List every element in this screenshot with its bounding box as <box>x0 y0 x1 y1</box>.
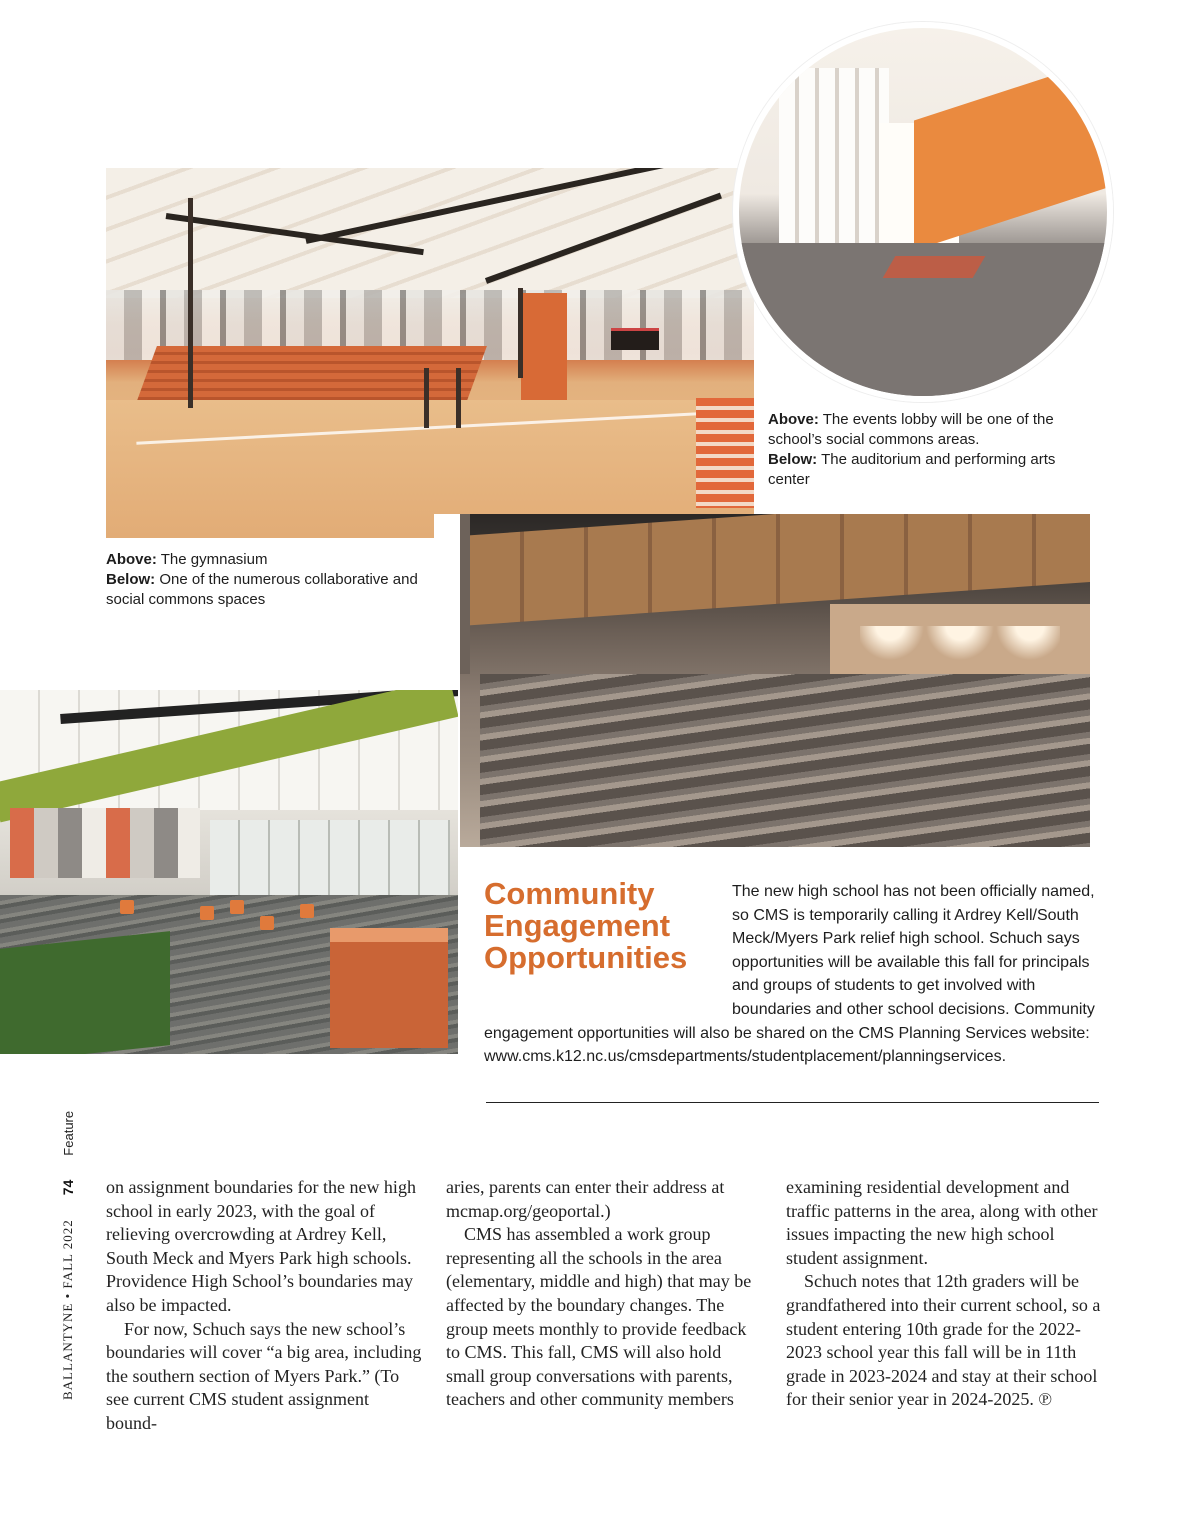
caption-label: Above: <box>768 411 819 428</box>
caption-lobby-auditorium <box>768 410 1078 490</box>
caption-text: The gymnasium <box>160 551 268 568</box>
publication-name: BALLANTYNE • FALL 2022 <box>60 1219 75 1400</box>
paragraph: examining residential development and traffic patterns in the area, along with other issues impacting the new high school student assignment. <box>786 1177 1098 1268</box>
paragraph: CMS has assembled a work group representing all the schools in the area (elementary, middle and high) that may be affected by the boundary changes. The group meets monthly to provide feedback to CMS. This fall, CMS will also hold small group conversations with parents, teachers and other community members <box>446 1224 752 1410</box>
article-column-3 <box>786 1176 1104 1412</box>
divider-rule <box>486 1102 1099 1103</box>
article-column-1 <box>106 1176 424 1436</box>
auditorium-photo <box>434 514 1090 847</box>
page-number: 74 <box>60 1179 76 1196</box>
paragraph: For now, Schuch says the new school’s boundaries will cover “a big area, including the southern section of Myers Park.” (To see current CMS student assignment bound- <box>106 1318 422 1433</box>
caption-gym-commons <box>106 550 426 610</box>
gymnasium-photo <box>106 168 754 538</box>
article-column-2 <box>446 1176 764 1412</box>
paragraph: Schuch notes that 12th graders will be grandfathered into their current school, so a student entering 10th grade for the 2022-2023 school year this fall will be in 11th grade in 2023-2024 and stay at their school for their senior year in 2024-2025. ℗ <box>786 1271 1101 1410</box>
events-lobby-photo <box>733 22 1113 402</box>
caption-text: The events lobby will be one of the school’s social commons areas. <box>768 411 1054 448</box>
caption-label: Below: <box>106 571 156 588</box>
caption-text: The auditorium and performing arts center <box>768 451 1056 488</box>
commons-space-photo <box>0 690 458 1054</box>
sidebar-title-line: Engagement <box>484 908 671 943</box>
caption-text: One of the numerous collaborative and social commons spaces <box>106 571 418 608</box>
sidebar-body <box>484 876 1104 1069</box>
sidebar-title-line: Opportunities <box>484 940 688 975</box>
page-folio <box>60 1111 76 1400</box>
section-label: Feature <box>60 1110 76 1156</box>
paragraph: aries, parents can enter their address at mcmap.org/geoportal.) <box>446 1177 725 1221</box>
caption-label: Below: <box>768 451 818 468</box>
caption-label: Above: <box>106 551 157 568</box>
sidebar-text: The new high school has not been officially named, so CMS is temporarily calling it Ardrey Kell/South Meck/Myers Park relief high school. Schuch says opportunities will be available this fall for principals and groups of students to get involved with boundaries and other school decisions. Community engagement opportunities will also be shared on the CMS Planning Services website: www.cms.k12.nc.us/cmsdepartments/studentplacement/planningservices. <box>484 883 1095 1066</box>
paragraph: on assignment boundaries for the new high school in early 2023, with the goal of relieving overcrowding at Ardrey Kell, South Meck and Myers Park high schools. Providence High School’s boundaries may also be impacted. <box>106 1177 416 1315</box>
sidebar-title-line: Community <box>484 876 655 911</box>
